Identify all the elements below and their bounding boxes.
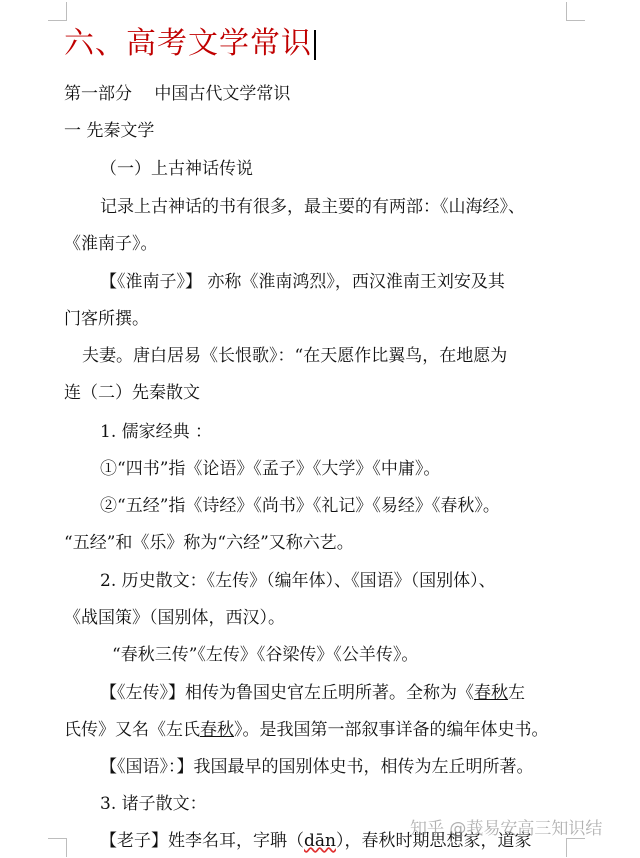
paragraph-line: 记录上古神话的书有很多，最主要的有两部：《山海经》、 [100,197,525,217]
spellcheck-flagged-text: dān [304,831,336,851]
section-heading-part-one: 第一部分 中国古代文学常识 [64,84,291,104]
text-run: 【老子】姓李名耳，字聃（ [100,831,304,851]
subheading-myths: （一）上古神话传说 [100,159,253,179]
paragraph-line: 门客所撰。 [64,309,149,329]
paragraph-line: 【《国语》：】我国最早的国别体史书，相传为左丘明所著。 [100,757,534,777]
paragraph-line: 连（二）先秦散文 [64,383,200,403]
paragraph-line: “春秋三传”《左传》《谷梁传》《公羊传》。 [112,645,419,665]
page-title[interactable] [64,22,316,66]
page-corner-mark-top-left [48,2,67,21]
paragraph-line: 夫妻。唐白居易《长恨歌》：“在天愿作比翼鸟，在地愿为 [82,346,508,366]
watermark: 知乎 @莪易安高三知识结 [410,819,603,839]
subheading-historical-prose: 2. 历史散文：《左传》（编年体）、《国语》（国别体）、 [100,571,496,591]
page-corner-mark-bottom-left [48,838,67,857]
paragraph-line: 【《淮南子》】 亦称《淮南鸿烈》，西汉淮南王刘安及其 [100,272,505,292]
subheading-confucian-classics: 1. 儒家经典 ： [100,422,213,442]
paragraph-line: 《战国策》（国别体，西汉）。 [64,608,285,628]
list-item: ①“四书”指《论语》《孟子》《大学》《中庸》。 [100,459,441,479]
section-heading-pre-qin: 一 先秦文学 [64,121,155,141]
text-run: 左 [508,683,525,703]
paragraph-line [100,681,525,705]
text-run: 》。是我国第一部叙事详备的编年体史书。 [234,720,549,740]
text-cursor [314,30,316,60]
title-text: 六、高考文学常识 [64,26,312,61]
text-run: ），春秋时期思想家，道家 [335,831,532,851]
paragraph-line [64,718,549,742]
page-corner-mark-top-right [566,2,585,21]
underlined-term: 春秋 [474,683,508,703]
text-run: 氏传》又名《左氏 [64,720,200,740]
underlined-term: 春秋 [200,720,234,740]
subheading-philosophers-prose: 3. 诸子散文： [100,794,207,814]
paragraph-line: “五经”和《乐》称为“六经”又称六艺。 [64,533,354,553]
text-run: 【《左传》】相传为鲁国史官左丘明所著。全称为《 [100,683,474,703]
list-item: ②“五经”指《诗经》《尚书》《礼记》《易经》《春秋》。 [100,496,500,516]
paragraph-line: 《淮南子》。 [64,234,158,254]
